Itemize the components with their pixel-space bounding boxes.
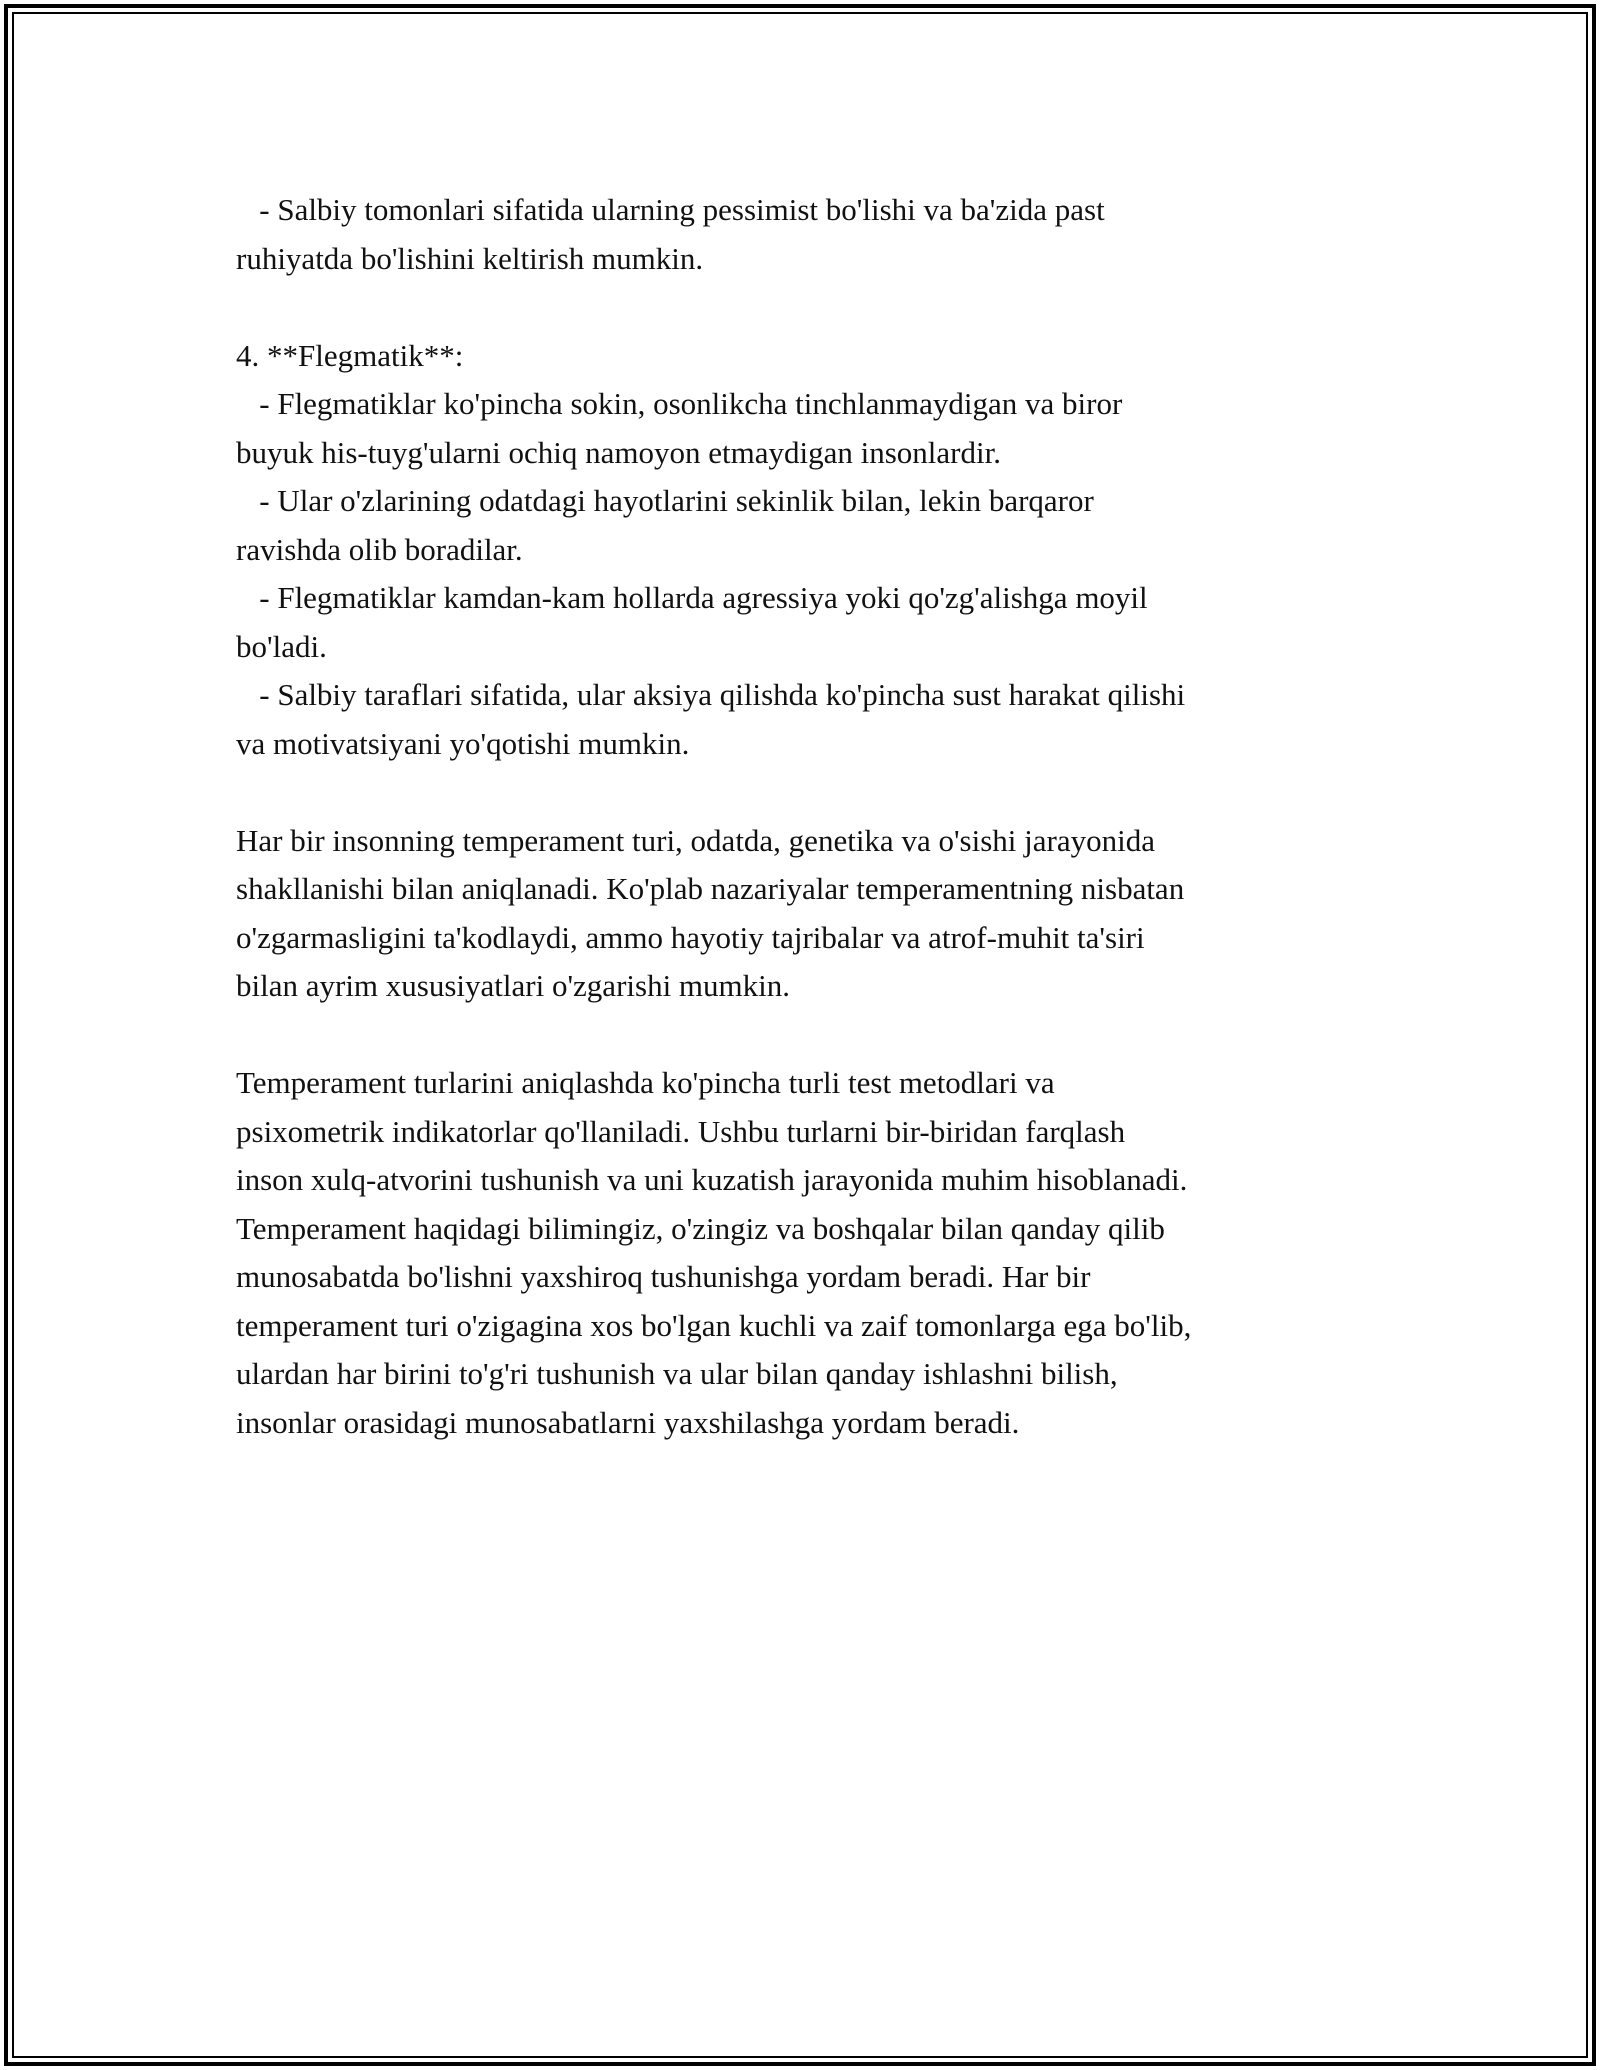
- text-line: buyuk his-tuyg'ularni ochiq namoyon etmaydigan insonlardir.: [236, 434, 1001, 470]
- paragraph-gap: [236, 768, 1386, 817]
- salbiy-continuation: [236, 186, 1386, 283]
- text-line: ruhiyatda bo'lishini keltirish mumkin.: [236, 240, 704, 276]
- paragraph-test: [236, 1059, 1386, 1447]
- text-line: - Salbiy tomonlari sifatida ularning pessimist bo'lishi va ba'zida past: [236, 192, 1105, 227]
- text-line: inson xulq-atvorini tushunish va uni kuzatish jarayonida muhim hisoblanadi.: [236, 1162, 1188, 1197]
- text-line: Temperament turlarini aniqlashda ko'pincha turli test metodlari va: [236, 1065, 1055, 1100]
- text-line: Temperament haqidagi bilimingiz, o'zingiz va boshqalar bilan qanday qilib: [236, 1210, 1165, 1246]
- text-line: o'zgarmasligini ta'kodlaydi, ammo hayotiy tajribalar va atrof-muhit ta'siri: [236, 919, 1145, 955]
- text-line: insonlar orasidagi munosabatlarni yaxshilashga yordam beradi.: [236, 1404, 1020, 1440]
- text-line: psixometrik indikatorlar qo'llaniladi. Ushbu turlarni bir-biridan farqlash: [236, 1113, 1126, 1149]
- paragraph-genetika: [236, 817, 1386, 1011]
- text-line: ravishda olib boradilar.: [236, 531, 523, 567]
- paragraph-gap: [236, 283, 1386, 332]
- text-line: - Salbiy taraflari sifatida, ular aksiya qilishda ko'pincha sust harakat qilishi: [236, 677, 1186, 712]
- text-line: - Flegmatiklar kamdan-kam hollarda agressiya yoki qo'zg'alishga moyil: [236, 580, 1148, 615]
- text-line: va motivatsiyani yo'qotishi mumkin.: [236, 725, 690, 761]
- text-line: - Flegmatiklar ko'pincha sokin, osonlikcha tinchlanmaydigan va biror: [236, 386, 1123, 421]
- flegmatik-section: [236, 332, 1386, 769]
- text-line: - Ular o'zlarining odatdagi hayotlarini sekinlik bilan, lekin barqaror: [236, 483, 1094, 518]
- text-line: shakllanishi bilan aniqlanadi. Ko'plab nazariyalar temperamentning nisbatan: [236, 871, 1185, 906]
- text-line: Har bir insonning temperament turi, odatda, genetika va o'sishi jarayonida: [236, 822, 1155, 858]
- text-line: bilan ayrim xususiyatlari o'zgarishi mumkin.: [236, 968, 791, 1003]
- text-line: bo'ladi.: [236, 628, 327, 664]
- document-body: [236, 186, 1386, 1447]
- paragraph-gap: [236, 1011, 1386, 1060]
- section-heading: 4. **Flegmatik**:: [236, 337, 464, 373]
- text-line: munosabatda bo'lishni yaxshiroq tushunishga yordam beradi. Har bir: [236, 1259, 1091, 1294]
- text-line: temperament turi o'zigagina xos bo'lgan kuchli va zaif tomonlarga ega bo'lib,: [236, 1307, 1192, 1343]
- text-line: ulardan har birini to'g'ri tushunish va ular bilan qanday ishlashni bilish,: [236, 1356, 1118, 1391]
